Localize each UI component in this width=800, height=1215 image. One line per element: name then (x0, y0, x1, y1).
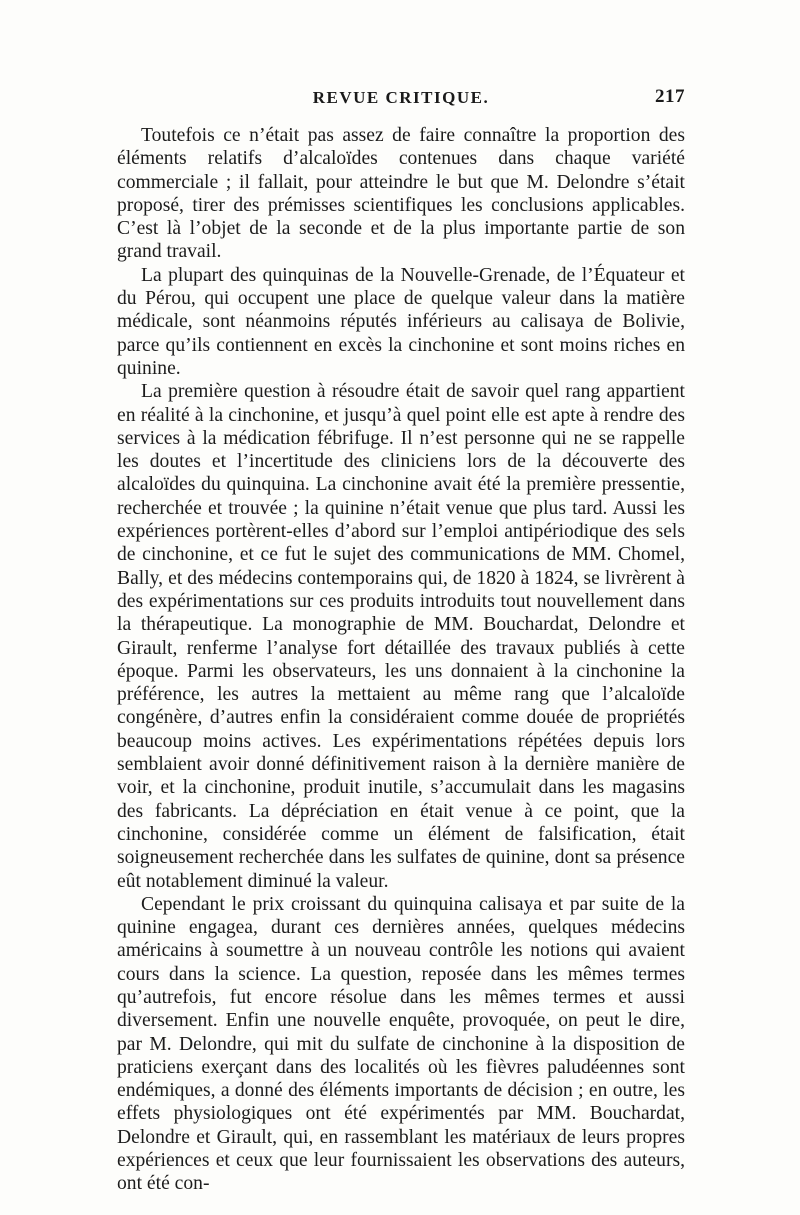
body-text (117, 124, 685, 1196)
paragraph: Cependant le prix croissant du quinquina calisaya et par suite de la quinine engagea, durant ces dernières années, quelques médecins américains à soumettre à un nouveau contrôle les notions qui avaient cours dans la science. La question, reposée dans les mêmes termes qu’autrefois, fut encore résolue dans les mêmes termes et aussi diversement. Enfin une nouvelle enquête, provoquée, on peut le dire, par M. Delondre, qui mit du sulfate de cinchonine à la disposition de praticiens exerçant dans des localités où les fièvres paludéennes sont endémiques, a donné des éléments importants de décision ; en outre, les effets physiologiques ont été expérimentés par MM. Bouchardat, Delondre et Girault, qui, en rassemblant les matériaux de leurs propres expériences et ceux que leur fournissaient les observations des auteurs, ont été con- (117, 893, 685, 1195)
paragraph: Toutefois ce n’était pas assez de faire connaître la proportion des éléments relatifs d’alcaloïdes contenues dans chaque variété commerciale ; il fallait, pour atteindre le but que M. Delondre s’était proposé, tirer des prémisses scientifiques les conclusions applicables. C’est là l’objet de la seconde et de la plus importante partie de son grand travail. (117, 125, 685, 263)
paragraph: La plupart des quinquinas de la Nouvelle-Grenade, de l’Équateur et du Pérou, qui occupent une place de quelque valeur dans la matière médicale, sont néanmoins réputés inférieurs au calisaya de Bolivie, parce qu’ils contiennent en excès la cinchonine et sont moins riches en quinine. (117, 264, 685, 379)
page-number: 217 (655, 86, 685, 107)
paragraph: La première question à résoudre était de savoir quel rang appartient en réalité à la cinchonine, et jusqu’à quel point elle est apte à rendre des services à la médication fébrifuge. Il n’est personne qui ne se rappelle les doutes et l’incertitude des cliniciens lors de la découverte des alcaloïdes du quinquina. La cinchonine avait été la première pressentie, recherchée et trouvée ; la quinine n’était venue que plus tard. Aussi les expériences portèrent-elles d’abord sur l’emploi antipériodique des sels de cinchonine, et ce fut le sujet des communications de MM. Chomel, Bally, et des médecins contemporains qui, de 1820 à 1824, se livrèrent à des expérimentations sur ces produits introduits tout nouvellement dans la thérapeutique. La monographie de MM. Bouchardat, Delondre et Girault, renferme l’analyse fort détaillée des travaux publiés à cette époque. Parmi les observateurs, les uns donnaient à la cinchonine la préférence, les autres la mettaient au même rang que l’alcaloïde congénère, d’autres enfin la considéraient comme douée de propriétés beaucoup moins actives. Les expérimentations répétées depuis lors semblaient avoir donné définitivement raison à la dernière manière de voir, et la cinchonine, produit inutile, s’accumulait dans les magasins des fabricants. La dépréciation en était venue à ce point, que la cinchonine, considérée comme un élément de falsification, était soigneusement recherchée dans les sulfates de quinine, dont sa présence eût notablement diminué la valeur. (117, 381, 685, 892)
page-header (117, 88, 685, 116)
running-title: REVUE CRITIQUE. (312, 88, 490, 107)
